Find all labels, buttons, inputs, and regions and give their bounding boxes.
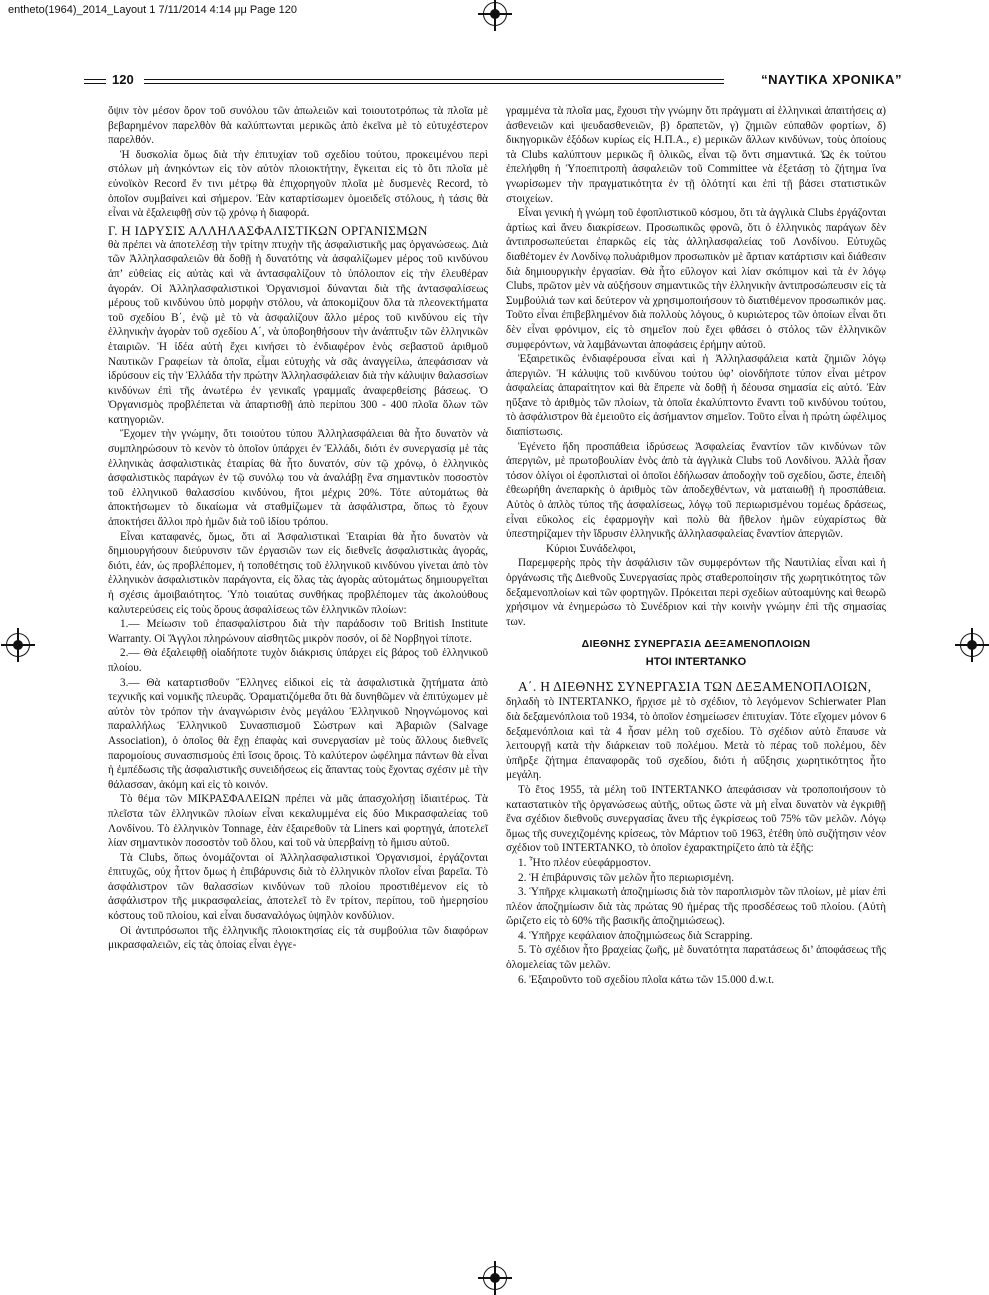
paragraph: θὰ πρέπει νὰ ἀποτελέσῃ τὴν τρίτην πτυχὴν τῆς ἀσφαλιστικῆς μας ὀργανώσεως. Διὰ τῶν Ἀλληλασφαλειῶν θὰ δοθῇ ἡ δυνατότης νὰ ἀσφαλίζωμεν μέρος τοῦ κινδύνου ἀπ’ εὐθείας εἰς αὐτὰς καὶ νὰ ἀντασφαλίζουν τὸ ὑπόλοιπον εἰς τὴν ἐλευθέραν ἀγοράν. Οἱ Ἀλληλασφαλιστικοὶ Ὀργανισμοὶ δύνανται διὰ τῆς ἀντασφαλίσεως μέρους τοῦ κινδύνου ὑπὸ μορφὴν στόλου, νὰ ἀποκομίζουν ὅλα τὰ πλεονεκτήματα τοῦ σχεδίου Β΄, ἐνῷ μὲ τὸ νὰ ἀσφαλίζουν ἄλλο μέρος τοῦ κινδύνου εἰς τὴν ἑλληνικὴν ἀγορὰν τοῦ σχεδίου Α΄, νὰ ὑποβοηθήσουν τὴν ἀνάπτυξιν τῶν ἑλληνικῶν ἑταιριῶν. Ἡ ἰδέα αὐτὴ ἔχει κινήσει τὸ ἐνδιαφέρον ἑνὸς σεβαστοῦ ἀριθμοῦ Ναυτικῶν Γραφείων τὰ ὁποῖα, εἶμαι εὐτυχὴς νὰ σᾶς ἀναγγείλω, ἀπεφάσισαν νὰ ἱδρύσουν εἰς τὴν Ἑλλάδα τὴν πρώτην Ἀλληλασφάλειαν διὰ τὴν κάλυψιν θαλασσίων κινδύνων ἐπὶ τῆς ἀνωτέρω ἐν γενικαῖς γραμμαῖς ἀναφερθείσης βάσεως. Ὁ Ὀργανισμὸς προβλέπεται νὰ ἀπαρτισθῇ ἀπὸ περίπου 300 - 400 πλοῖα ὅλων τῶν κατηγοριῶν. bbox=[108, 238, 488, 426]
paragraph: δηλαδὴ τὸ INTERTANKO, ἤρχισε μὲ τὸ σχέδιον, τὸ λεγόμενον Schierwater Plan διὰ δεξαμενόπλοια τοῦ 1934, τὸ ὁποῖον ἐσημείωσεν ἐπιτυχίαν. Τότε εἴχομεν μόνον 6 δεξαμενόπλοια καὶ τὰ 4 ἦσαν μέλη τοῦ σχεδίου. Τὸ σχέδιον αὐτὸ ἔπαυσε νὰ λειτουργῇ κατὰ τὴν διάρκειαν τοῦ πολέμου. Μετὰ τὸ πέρας τοῦ πολέμου, δὲν ὑπῆρξε ζήτημα ἐπαναφορᾶς τοῦ σχεδίου, διότι ἡ αὔξησις χωρητικότητος ἦτο μεγάλη. bbox=[506, 696, 886, 782]
list-item: 1.— Μείωσιν τοῦ ἐπασφαλίστρου διὰ τὴν παράδοσιν τοῦ British Institute Warranty. Οἱ Ἄγγλοι πληρώνουν αἰσθητῶς μικρὸν ποσόν, οἱ δὲ Νορβηγοὶ τίποτε. bbox=[108, 618, 488, 645]
list-item: 3. Ὑπῆρχε κλιμακωτὴ ἀποζημίωσις διὰ τὸν παροπλισμὸν τῶν πλοίων, μὲ μίαν ἐπὶ πλέον ἀποζημίωσιν διὰ τὰς πρώτας 90 ἡμέρας τῆς προσδέσεως τοῦ πλοίου. (Αὐτὴ ὥριζετο εἰς τὸ 60% τῆς βασικῆς ἀποζημιώσεως). bbox=[506, 886, 886, 928]
list-item: 6. Ἐξαιροῦντο τοῦ σχεδίου πλοῖα κάτω τῶν 15.000 d.w.t. bbox=[518, 973, 775, 986]
page-number: 120 bbox=[112, 72, 134, 87]
paragraph: ὄψιν τὸν μέσον ὅρον τοῦ συνόλου τῶν ἀπωλειῶν καὶ τοιουτοτρόπως τὰ πλοῖα μὲ βεβαρημένον παρελθὸν θὰ καλύπτωνται μερικῶς ἀπὸ ἐκεῖνα μὲ τὸ εὐτυχέστερον παρελθόν. bbox=[108, 105, 488, 147]
left-column bbox=[108, 104, 488, 953]
paragraph: Ἐξαιρετικῶς ἐνδιαφέρουσα εἶναι καὶ ἡ Ἀλληλασφάλεια κατὰ ζημιῶν λόγῳ ἀπεργιῶν. Ἡ κάλυψις τοῦ κινδύνου τούτου ὑφ’ οἱονδήποτε τύπον εἶναι μέτρον ἀσφαλείας ἀπαραίτητον καὶ θὰ ἔπρεπε νὰ δοθῇ ἡ δέουσα σημασία εἰς αὐτό. Ἐὰν ηὔξανε τὸ ἀριθμὸς τῶν πλοίων, τὰ ὁποῖα ἐκαλύπτοντο ἔναντι τοῦ κινδύνου τούτου, τὸ ἀσφάλιστρον θὰ ἐμειοῦτο εἰς ἀσήμαντον σημεῖον. Τοῦτο εἶναι ἡ πρώτη ὠφέλιμος διαπίστωσις. bbox=[506, 353, 886, 439]
registration-mark-top-icon bbox=[483, 2, 507, 26]
page-header bbox=[84, 70, 914, 90]
paragraph: Εἶναι καταφανές, ὅμως, ὅτι αἱ Ἀσφαλιστικαὶ Ἑταιρίαι θὰ ἦτο δυνατὸν νὰ δημιουργήσουν διεύρυνσιν τῶν ἐργασιῶν των εἰς διεθνεῖς ἀσφαλιστικὰς ἀγοράς, διότι, ἐάν, ὡς προβλέπομεν, ἡ τοποθέτησις τοῦ ἑλληνικοῦ κινδύνου γίνεται ἀπὸ τὸν ἑλληνικὸν ἀσφαλιστικὸν παράγοντα, εἰς ὅλας τὰς ἀγορὰς αὐτομάτως δημιουργεῖται ἡ σχέσις ἀμοιβαιότητος. Ὑπὸ τοιαύτας συνθήκας προβλέπομεν τὰς ἀκολούθους καλυτερεύσεις εἰς τοὺς ὅρους ἀσφαλίσεως τῶν ἑλληνικῶν πλοίων: bbox=[108, 530, 488, 616]
print-slug: entheto(1964)_2014_Layout 1 7/11/2014 4:14 μμ Page 120 bbox=[8, 4, 297, 16]
list-item: 2.— Θὰ ἐξαλειφθῇ οἱαδήποτε τυχὸν διάκρισις ὑπάρχει εἰς βάρος τοῦ ἑλληνικοῦ πλοίου. bbox=[108, 647, 488, 674]
paragraph: Οἱ ἀντιπρόσωποι τῆς ἑλληνικῆς πλοιοκτησίας εἰς τὰ συμβούλια τῶν διαφόρων μικρασφαλειῶν, εἰς τὰς ὁποίας εἶναι ἐγγε- bbox=[108, 924, 488, 952]
running-title: “ΝΑΥΤΙΚΑ ΧΡΟΝΙΚΑ” bbox=[761, 72, 902, 87]
section-heading-intertanko: ΔΙΕΘΝΗΣ ΣΥΝΕΡΓΑΣΙΑ ΔΕΞΑΜΕΝΟΠΛΟΙΩΝ bbox=[581, 638, 811, 651]
header-rule-left bbox=[84, 79, 106, 84]
paragraph: Ἔχομεν τὴν γνώμην, ὅτι τοιούτου τύπου Ἀλληλασφάλειαι θὰ ἦτο δυνατὸν νὰ συμπληρώσουν τὸ κενὸν τὸ ὁποῖον ὑπάρχει ἐν Ἑλλάδι, διότι ἐν συνεργασίᾳ μὲ τὰς ἑλληνικὰς ἀσφαλιστικὰς ἑταιρίας θὰ ἦτο δυνατόν, σὺν τῷ χρόνῳ, ὁ ἑλληνικὸς ἀσφαλιστικὸς παράγων ἐν τῷ συνόλῳ του νὰ ἀναλάβῃ ἕνα σημαντικὸν ποσοστὸν τοῦ ἑλληνικοῦ θαλασσίου κινδύνου, ἤτοι μέχρις 20%. Τότε αὐτομάτως θὰ ἀποκτήσωμεν τὸ δικαίωμα νὰ σταθμίζωμεν τὰ ἀσφάλιστρα, ὅπως τὸ ἔχουν ἀποκτήσει ἄλλοι πρὸ ἡμῶν διὰ τοῦ ἰδίου τρόπου. bbox=[108, 428, 488, 529]
list-item: 3.— Θὰ καταρτισθοῦν Ἕλληνες εἰδικοὶ εἰς τὰ ἀσφαλιστικὰ ζητήματα ἀπὸ τεχνικῆς καὶ νομικῆς πλευρᾶς. Ὁραματιζόμεθα ὅτι θὰ δυνηθῶμεν νὰ ἐπιτύχωμεν μὲ αὐτὸν τὸν τρόπον τὴν ἀναγνώρισιν ἑνὸς μεγάλου Ἑλληνικοῦ Νηογνώμονος καὶ παραλλήλως Ἑλληνικοῦ Συνασπισμοῦ Σώστρων καὶ Ἀβαριῶν (Salvage Association), ὁ ὁποῖος θὰ ἔχῃ ἐπαφὰς καὶ συνεργασίαν μὲ τοὺς ἄλλους διεθνεῖς παρομοίους συνασπισμοὺς ἐπὶ ἴσοις ὅροις. Τὸ καλύτερον ὠφέλημα πάντων θὰ εἶναι ἡ ἐμπέδωσις τῆς ἀσφαλιστικῆς συνειδήσεως εἰς ἅπαντας τοὺς ἔχοντας σχέσιν μὲ τὴν θάλασσαν, ἀκόμη καὶ εἰς τὸ κοινόν. bbox=[108, 676, 488, 791]
salutation: Κύριοι Συνάδελφοι, bbox=[546, 542, 636, 555]
paragraph: Τὰ Clubs, ὅπως ὀνομάζονται οἱ Ἀλληλασφαλιστικοὶ Ὀργανισμοί, ἐργάζονται ἐπιτυχῶς, οὐχ ἧττον ὅμως ἡ ἐπιβάρυνσις διὰ τὸ ἑλληνικὸν πλοῖον εἶναι βαρεῖα. Τὸ ἀσφάλιστρον τῶν θαλασσίων κινδύνων τοῦ πλοίου προστιθέμενον εἰς τὸ ἀσφάλιστρον τῆς μικρασφαλείας, ἀποτελεῖ τὸ ἓν τρίτον, περίπου, τοῦ ἡμερησίου κόστους τοῦ πλοίου, καὶ εἶναι δυσαναλόγως ὑψηλὸν κονδύλιον. bbox=[108, 851, 488, 923]
registration-mark-bottom-icon bbox=[483, 1266, 507, 1290]
features-list bbox=[506, 856, 886, 987]
list-item: 5. Τὸ σχέδιον ἦτο βραχείας ζωῆς, μὲ δυνατότητα παρατάσεως δι’ ἀποφάσεως τῆς ὁλομελείας τῶν μελῶν. bbox=[506, 944, 886, 972]
list-item: 1. Ἦτο πλέον εὐεφάρμοστον. bbox=[518, 856, 652, 869]
section-heading-g: Γ. Η ΙΔΡΥΣΙΣ ΑΛΛΗΛΑΣΦΑΛΙΣΤΙΚΩΝ ΟΡΓΑΝΙΣΜΩΝ bbox=[108, 222, 428, 238]
subsection-title: Α΄. Η ΔΙΕΘΝΗΣ ΣΥΝΕΡΓΑΣΙΑ ΤΩΝ ΔΕΞΑΜΕΝΟΠΛΟΙΩΝ, bbox=[518, 679, 872, 695]
paragraph: Ἡ δυσκολία ὅμως διὰ τὴν ἐπιτυχίαν τοῦ σχεδίου τούτου, προκειμένου περὶ στόλων μὴ ἀνηκόντων εἰς τὸν αὐτὸν πλοιοκτήτην, ἔγκειται εἰς τὸ ὅτι πλοῖα μὲ εὐνοϊκὸν Record ἔν τινι μέτρῳ θὰ ἐπιχορηγοῦν πλοῖα μὲ δυσμενὲς Record, τὸ ὁποῖον συμβαίνει καὶ σήμερον. Ἐὰν καταρτίσωμεν ὁμοειδεῖς στόλους, ἡ τάσις θὰ εἶναι νὰ ἐξαλειφθῇ σὺν τῷ χρόνῳ ἡ διαφορά. bbox=[108, 148, 488, 220]
paragraph: γραμμένα τὰ πλοῖα μας, ἔχουσι τὴν γνώμην ὅτι πράγματι αἱ ἑλληνικαὶ ἀπαιτήσεις α) ἀσθενειῶν καὶ ψευδασθενειῶν, β) δραπετῶν, γ) ζημιῶν εὐπαθῶν φορτίων, δ) δικηγορικῶν ἐξόδων κυρίως εἰς Η.Π.Α., ε) μερικῶν ἄλλων κινδύνων, τοὺς ὁποίους τὰ Clubs καλύπτουν μερικῶς ἢ ὁλικῶς, εἶναι τῷ ὄντι σημαντικά. Ὡς ἐκ τούτου ἐπελήφθη ἡ Ὑποεπιτροπὴ ἀσφαλειῶν τοῦ Committee νὰ ἐξετάσῃ τὸ ζήτημα ἵνα γνωρίσωμεν τὴν πραγματικότητα ἐν τῇ ὁλότητί και ἐπὶ τῇ βάσει στατιστικῶν στοιχείων. bbox=[506, 105, 886, 205]
registration-mark-left-icon bbox=[6, 633, 30, 657]
paragraph: Εἶναι γενικὴ ἡ γνώμη τοῦ ἐφοπλιστικοῦ κόσμου, ὅτι τὰ ἀγγλικὰ Clubs ἐργάζονται ἀρτίως καὶ ἄνευ διακρίσεων. Προσωπικῶς φρονῶ, ὅτι ὁ ἑλληνικὸς παράγων δὲν ἀντιπροσωπεύεται ἐπαρκῶς εἰς τὰς ἀλληλασφαλείας τοῦ Λονδίνου. Εὐτυχῶς διαθέτομεν ἐν Λονδίνῳ πολυάριθμον προσωπικὸν μὲ ἄρτιαν κατάρτισιν καὶ διάθεσιν διὰ δημιουργικὴν ἐργασίαν. Θὰ ἦτο εὔλογον καὶ λίαν σκόπιμον καὶ τὰ ἐν λόγῳ Clubs, πρῶτον μὲν νὰ αὐξήσουν σημαντικῶς τὴν ἑλληνικὴν ἀντιπροσώπευσιν εἰς τὰ Συμβούλιά των καὶ δεύτερον νὰ χρησιμοποιήσουν τὸ διατιθέμενον προσωπικόν μας. Τοῦτο εἶναι ἐπιβεβλημένον διὰ πολλοὺς λόγους, ὁ κυριώτερος τῶν ὁποίων εἶναι ὅτι δὲν εἶναι φρόνιμον, εἰς τὸ σημεῖον ποὺ ἔχει φθάσει ὁ στόλος τῶν ἑλληνικῶν συμφερόντων, νὰ λαμβάνωνται ἀποφάσεις ἐρήμην αὐτοῦ. bbox=[506, 207, 886, 351]
list-item: 4. Ὑπῆρχε κεφάλαιον ἀποζημιώσεως διὰ Scrapping. bbox=[518, 929, 753, 942]
section-subheading: ΗΤΟΙ INTERTANKO bbox=[645, 656, 747, 669]
paragraph: Τὸ ἔτος 1955, τὰ μέλη τοῦ INTERTANKO ἀπεφάσισαν νὰ τροποποιήσουν τὸ καταστατικὸν τῆς ὀργανώσεως αὐτῆς, οὕτως ὥστε νὰ μὴ εἶναι δυνατὸν νὰ ἐγκριθῇ ἕνα σχέδιον διεθνοῦς συνεργασίας ἄνευ τῆς ἐγκρίσεως τοῦ 75% τῶν μελῶν. Λόγῳ ὅμως τῆς συνεχιζομένης κρίσεως, τὸν Μάρτιον τοῦ 1963, ἐτέθη ὑπὸ συζήτησιν νέον σχέδιον τοῦ INTERTANKO, τὸ ὁποῖον ἐχαρακτηρίζετο ἀπὸ τὰ ἑξῆς: bbox=[506, 783, 886, 855]
right-column bbox=[506, 104, 886, 987]
list-item: 2. Ἡ ἐπιβάρυνσις τῶν μελῶν ἦτο περιωρισμένη. bbox=[518, 871, 735, 884]
paragraph: Τὸ θέμα τῶν ΜΙΚΡΑΣΦΑΛΕΙΩΝ πρέπει νὰ μᾶς ἀπασχολήσῃ ἰδιαιτέρως. Τὰ πλεῖστα τῶν ἑλληνικῶν πλοίων εἶναι κεκαλυμμένα εἰς δύο Μικρασφαλείας τοῦ Λονδίνου. Τὸ ἑλληνικὸν Tonnage, ἐὰν ἐξαιρεθοῦν τὰ Liners καὶ φορτηγά, ἀποτελεῖ λίαν σημαντικὸν ποσοστὸν τοῦ ὅλου, καὶ τοῦ νὰ ὑπερβαίνῃ τὸ ἥμισυ αὐτοῦ. bbox=[108, 793, 488, 850]
header-rule bbox=[144, 79, 724, 84]
registration-mark-right-icon bbox=[960, 633, 984, 657]
paragraph: Ἐγένετο ἤδη προσπάθεια ἱδρύσεως Ἀσφαλείας ἔναντίον τῶν κινδύνων τῶν ἀπεργιῶν, μὲ πρωτοβουλίαν ἑνὸς ἀπὸ τὰ ἀγγλικὰ Clubs τοῦ Λονδίνου. Ἀλλὰ ἦσαν τόσον ὀλίγοι οἱ ἐφοπλισταὶ οἱ ὁποῖοι ἐδήλωσαν ἀποδοχὴν τοῦ σχεδίου, ὥστε, ἐπειδὴ ἐθεωρήθη ἀνεπαρκὴς ὁ ἀριθμὸς τῶν ἀποδεχθέντων, νὰ ματαιωθῇ ἡ προσπάθεια. Αὐτὸς ὁ ἁπλὸς τύπος τῆς ἀσφαλίσεως, λόγῳ τοῦ περιωρισμένου τομέως δράσεως, εἶναι εὔκολος εἰς ἐφαρμογὴν καὶ πολὺ θὰ ἤθελον ἡμῶν εὐχαρίστως θὰ ὑπεστηρίζαμεν τὴν ἵδρυσιν ἑλληνικῆς ἀλληλασφαλείας ἔναντίον ἀπεργιῶν. bbox=[506, 440, 886, 541]
paragraph: Παρεμφερὴς πρὸς τὴν ἀσφάλισιν τῶν συμφερόντων τῆς Ναυτιλίας εἶναι καὶ ἡ ὀργάνωσις τῆς Διεθνοῦς Συνεργασίας πρὸς σταθεροποίησιν τῆς χωρητικότητος τῶν δεξαμενοπλοίων καὶ τῶν φορτηγῶν. Πρόκειται περὶ σχεδίων αὐτοαμύνης καὶ θεωρῶ χρήσιμον νὰ ἐνημερώσω τὸ Συνέδριον καὶ τὴν κοινὴν γνώμην ἐπὶ τῆς σημασίας των. bbox=[506, 557, 886, 628]
